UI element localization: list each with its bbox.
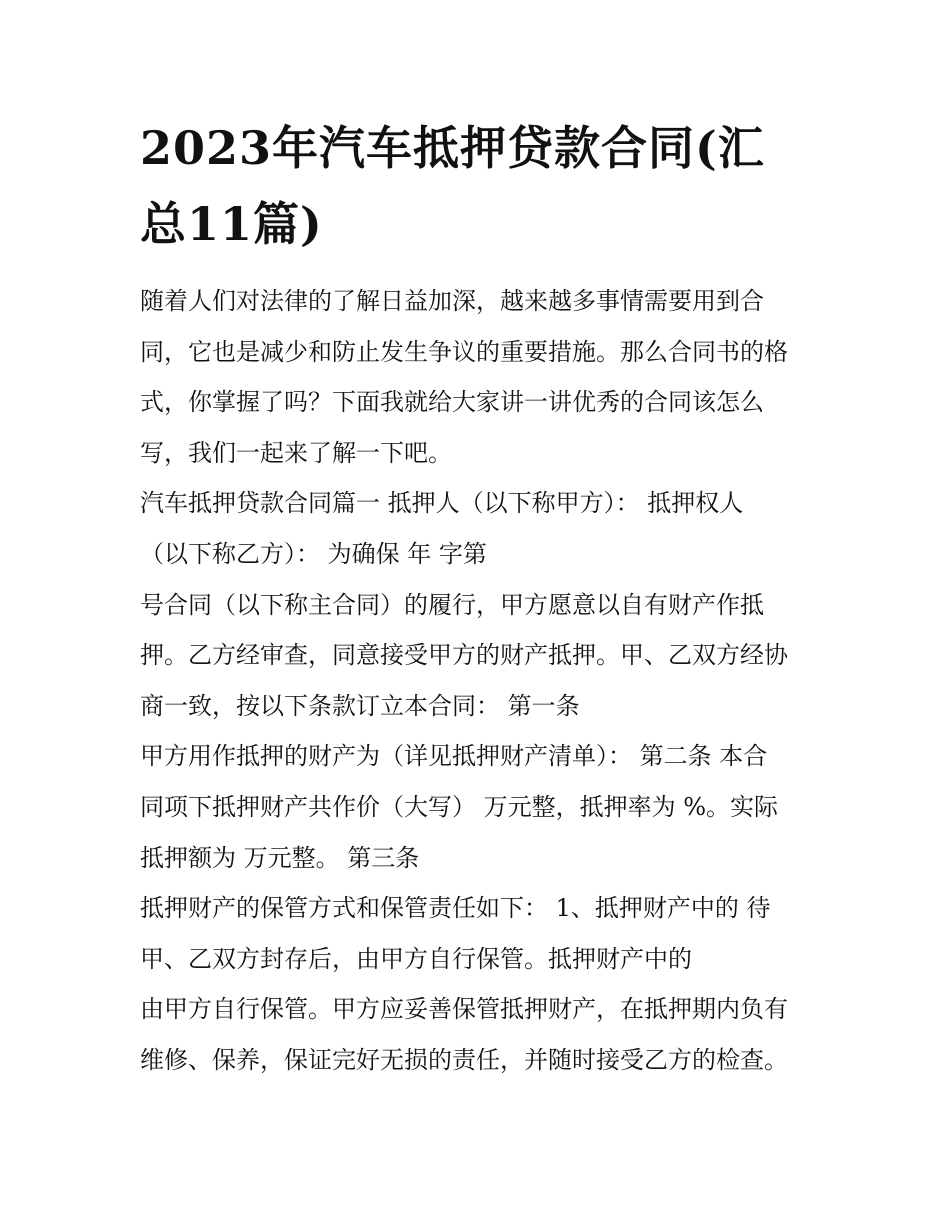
body-line: 甲方用作抵押的财产为（详见抵押财产清单）： 第二条 本合 [140, 742, 768, 771]
body-line: 抵押财产的保管方式和保管责任如下： 1、抵押财产中的 待 [140, 894, 771, 923]
body-line: 维修、保养，保证完好无损的责任，并随时接受乙方的检查。 [140, 1045, 788, 1074]
document-title [140, 110, 840, 262]
body-line: 同，它也是减少和防止发生争议的重要措施。那么合同书的格 [140, 337, 788, 366]
body-line: 汽车抵押贷款合同篇一 抵押人（以下称甲方）： 抵押权人 [140, 489, 744, 518]
body-line: 随着人们对法律的了解日益加深，越来越多事情需要用到合 [140, 287, 764, 315]
title-line: 总11篇) [140, 197, 323, 251]
document-body [140, 276, 830, 1086]
title-line: 2023年汽车抵押贷款合同(汇 [140, 121, 765, 175]
body-line: （以下称乙方）： 为确保 年 字第 [140, 539, 487, 568]
body-line: 写，我们一起来了解一下吧。 [140, 438, 452, 467]
body-line: 同项下抵押财产共作价（大写） 万元整，抵押率为 %。实际 [140, 792, 779, 821]
body-line: 由甲方自行保管。甲方应妥善保管抵押财产，在抵押期内负有 [140, 995, 788, 1024]
body-line: 式，你掌握了吗？下面我就给大家讲一讲优秀的合同该怎么 [140, 388, 764, 417]
body-line: 商一致，按以下条款订立本合同： 第一条 [140, 691, 580, 720]
body-line: 抵押额为 万元整。 第三条 [140, 843, 420, 872]
body-line: 押。乙方经审查，同意接受甲方的财产抵押。甲、乙双方经协 [140, 641, 788, 670]
body-line: 号合同（以下称主合同）的履行，甲方愿意以自有财产作抵 [140, 590, 764, 619]
body-line: 甲、乙双方封存后，由甲方自行保管。抵押财产中的 [140, 944, 692, 973]
